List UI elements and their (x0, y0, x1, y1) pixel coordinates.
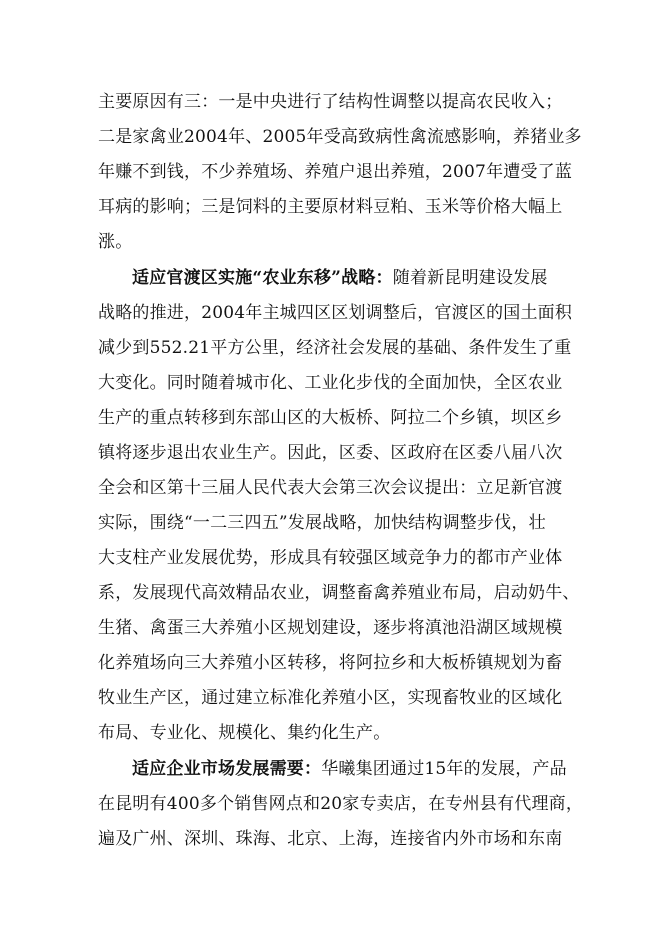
text-line: 年赚不到钱，不少养殖场、养殖户退出养殖，2007年遭受了蓝 (98, 162, 573, 182)
text-line: 系，发展现代高效精品农业，调整畜禽养殖业布局，启动奶牛、 (98, 583, 580, 603)
text-line: 涨。 (98, 232, 133, 252)
text-line: 随着新昆明建设发展 (392, 268, 548, 288)
text-line: 布局、专业化、规模化、集约化生产。 (98, 723, 391, 743)
text-line: 战略的推进，2004年主城四区区划调整后，官渡区的国土面积 (98, 303, 573, 323)
text-line: 全会和区第十三届人民代表大会第三次会议提出：立足新官渡 (98, 478, 563, 498)
section-heading: 适应官渡区实施“农业东移”战略： (132, 268, 393, 288)
text-line: 大支柱产业发展优势，形成具有较强区域竞争力的都市产业体 (98, 548, 563, 568)
text-line: 化养殖场向三大养殖小区转移，将阿拉乡和大板桥镇规划为畜 (98, 653, 563, 673)
text-line: 二是家禽业2004年、2005年受高致病性禽流感影响，养猪业多 (98, 127, 582, 147)
paragraph-first-line (132, 759, 572, 779)
text-line: 减少到552.21平方公里，经济社会发展的基础、条件发生了重 (98, 338, 572, 358)
text-line: 耳病的影响；三是饲料的主要原材料豆粕、玉米等价格大幅上 (98, 197, 563, 217)
text-line: 牧业生产区，通过建立标准化养殖小区，实现畜牧业的区域化 (98, 688, 563, 708)
text-line: 遍及广州、深圳、珠海、北京、上海，连接省内外市场和东南 (98, 829, 563, 849)
text-line: 主要原因有三：一是中央进行了结构性调整以提高农民收入； (98, 92, 563, 112)
text-line: 在昆明有400多个销售网点和20家专卖店，在专州县有代理商， (98, 794, 584, 814)
text-line: 实际，围绕“一二三四五”发展战略，加快结构调整步伐，壮 (98, 513, 546, 533)
paragraph-first-line (132, 268, 572, 288)
text-line: 生猪、禽蛋三大养殖小区规划建设，逐步将滇池沿湖区域规模 (98, 618, 563, 638)
text-line: 华曦集团通过15年的发展，产品 (321, 759, 567, 779)
section-heading: 适应企业市场发展需要： (132, 759, 322, 779)
text-line: 镇将逐步退出农业生产。因此，区委、区政府在区委八届八次 (98, 443, 563, 463)
text-line: 大变化。同时随着城市化、工业化步伐的全面加快，全区农业 (98, 373, 563, 393)
text-line: 生产的重点转移到东部山区的大板桥、阿拉二个乡镇，坝区乡 (98, 408, 563, 428)
